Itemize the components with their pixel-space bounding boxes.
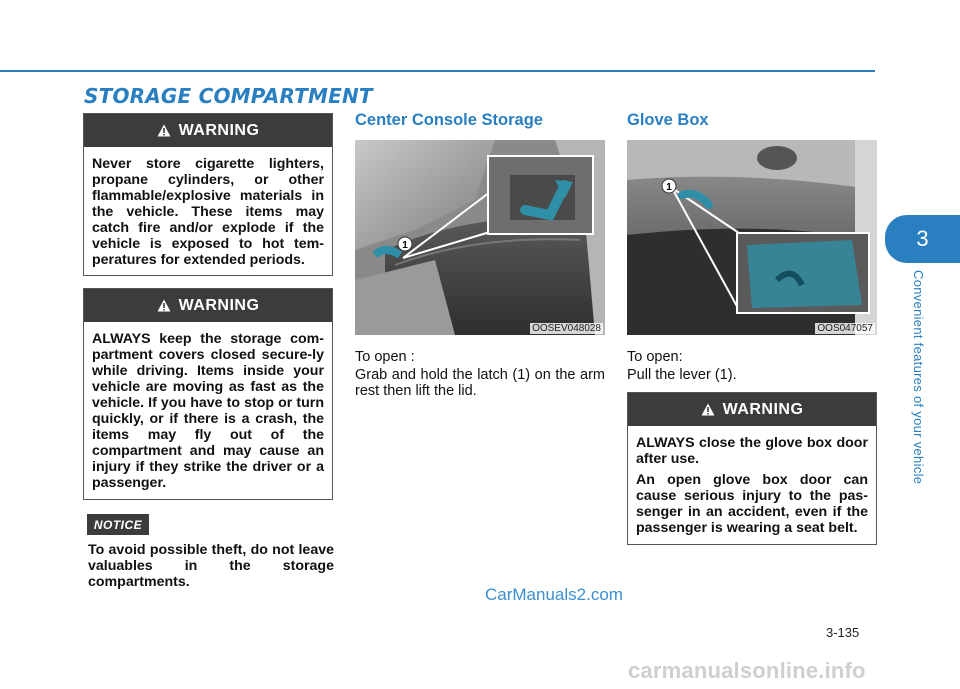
warning-box-covers-closed	[83, 288, 333, 500]
callout-number: 1	[402, 240, 408, 251]
warning-body	[84, 147, 332, 276]
warning-heading: WARNING	[178, 296, 260, 314]
section-title: STORAGE COMPARTMENT	[84, 84, 373, 108]
warning-text: Never store cigarette lighters, propane cylinders, or other flammable/explosive materials in the vehicle. These items may catch fire and/or explode if the vehicle is exposed to hot tem-peratures for extended periods.	[92, 156, 324, 268]
warning-text: ALWAYS close the glove box door after use.	[636, 435, 868, 467]
warning-box-flammables	[83, 113, 333, 276]
warning-body	[84, 322, 332, 499]
glove-box-photo	[627, 140, 877, 335]
footer-site: carmanualsonline.info	[628, 658, 866, 683]
warning-triangle-icon	[157, 299, 171, 312]
warning-heading: WARNING	[722, 400, 804, 418]
watermark: CarManuals2.com	[485, 585, 623, 604]
chapter-tab: 3	[885, 215, 960, 263]
warning-header	[84, 114, 332, 147]
warning-text: ALWAYS keep the storage com-partment covers closed secure-ly while driving. Items inside your vehicle are moving as fast as the vehicle. If you have to stop or turn quickly, or if there is a crash, the items may fly out of the compartment and may cause an injury if they strike the driver or a passenger.	[92, 331, 324, 491]
warning-body	[628, 426, 876, 544]
warning-header	[84, 289, 332, 322]
warning-box-glove-box	[627, 392, 877, 545]
callout-number: 1	[666, 182, 672, 193]
center-console-instructions: Grab and hold the latch (1) on the arm rest then lift the lid.	[355, 367, 605, 399]
notice-text: To avoid possible theft, do not leave valuables in the storage compartments.	[88, 542, 334, 590]
notice-badge: NOTICE	[87, 514, 149, 535]
warning-text: An open glove box door can cause serious injury to the pas-senger in an accident, even if the passenger is wearing a seat belt.	[636, 472, 868, 536]
warning-triangle-icon	[157, 124, 171, 137]
center-console-photo	[355, 140, 605, 335]
chapter-label	[912, 270, 926, 495]
glove-box-title: Glove Box	[627, 111, 709, 129]
to-open-label: To open :	[355, 349, 415, 365]
image-code: OOS047057	[817, 323, 873, 334]
warning-triangle-icon	[701, 403, 715, 416]
glove-box-instructions: Pull the lever (1).	[627, 367, 737, 383]
page-number: 3-135	[826, 625, 860, 640]
center-console-illustration	[355, 140, 605, 335]
chapter-label-text: Convenient features of your vehicle	[911, 270, 926, 485]
warning-header	[628, 393, 876, 426]
image-code: OOSEV048028	[532, 323, 601, 334]
to-open-label: To open:	[627, 349, 683, 365]
header-rule	[0, 70, 875, 72]
warning-heading: WARNING	[178, 121, 260, 139]
glove-box-illustration	[627, 140, 877, 335]
center-console-title: Center Console Storage	[355, 111, 543, 129]
